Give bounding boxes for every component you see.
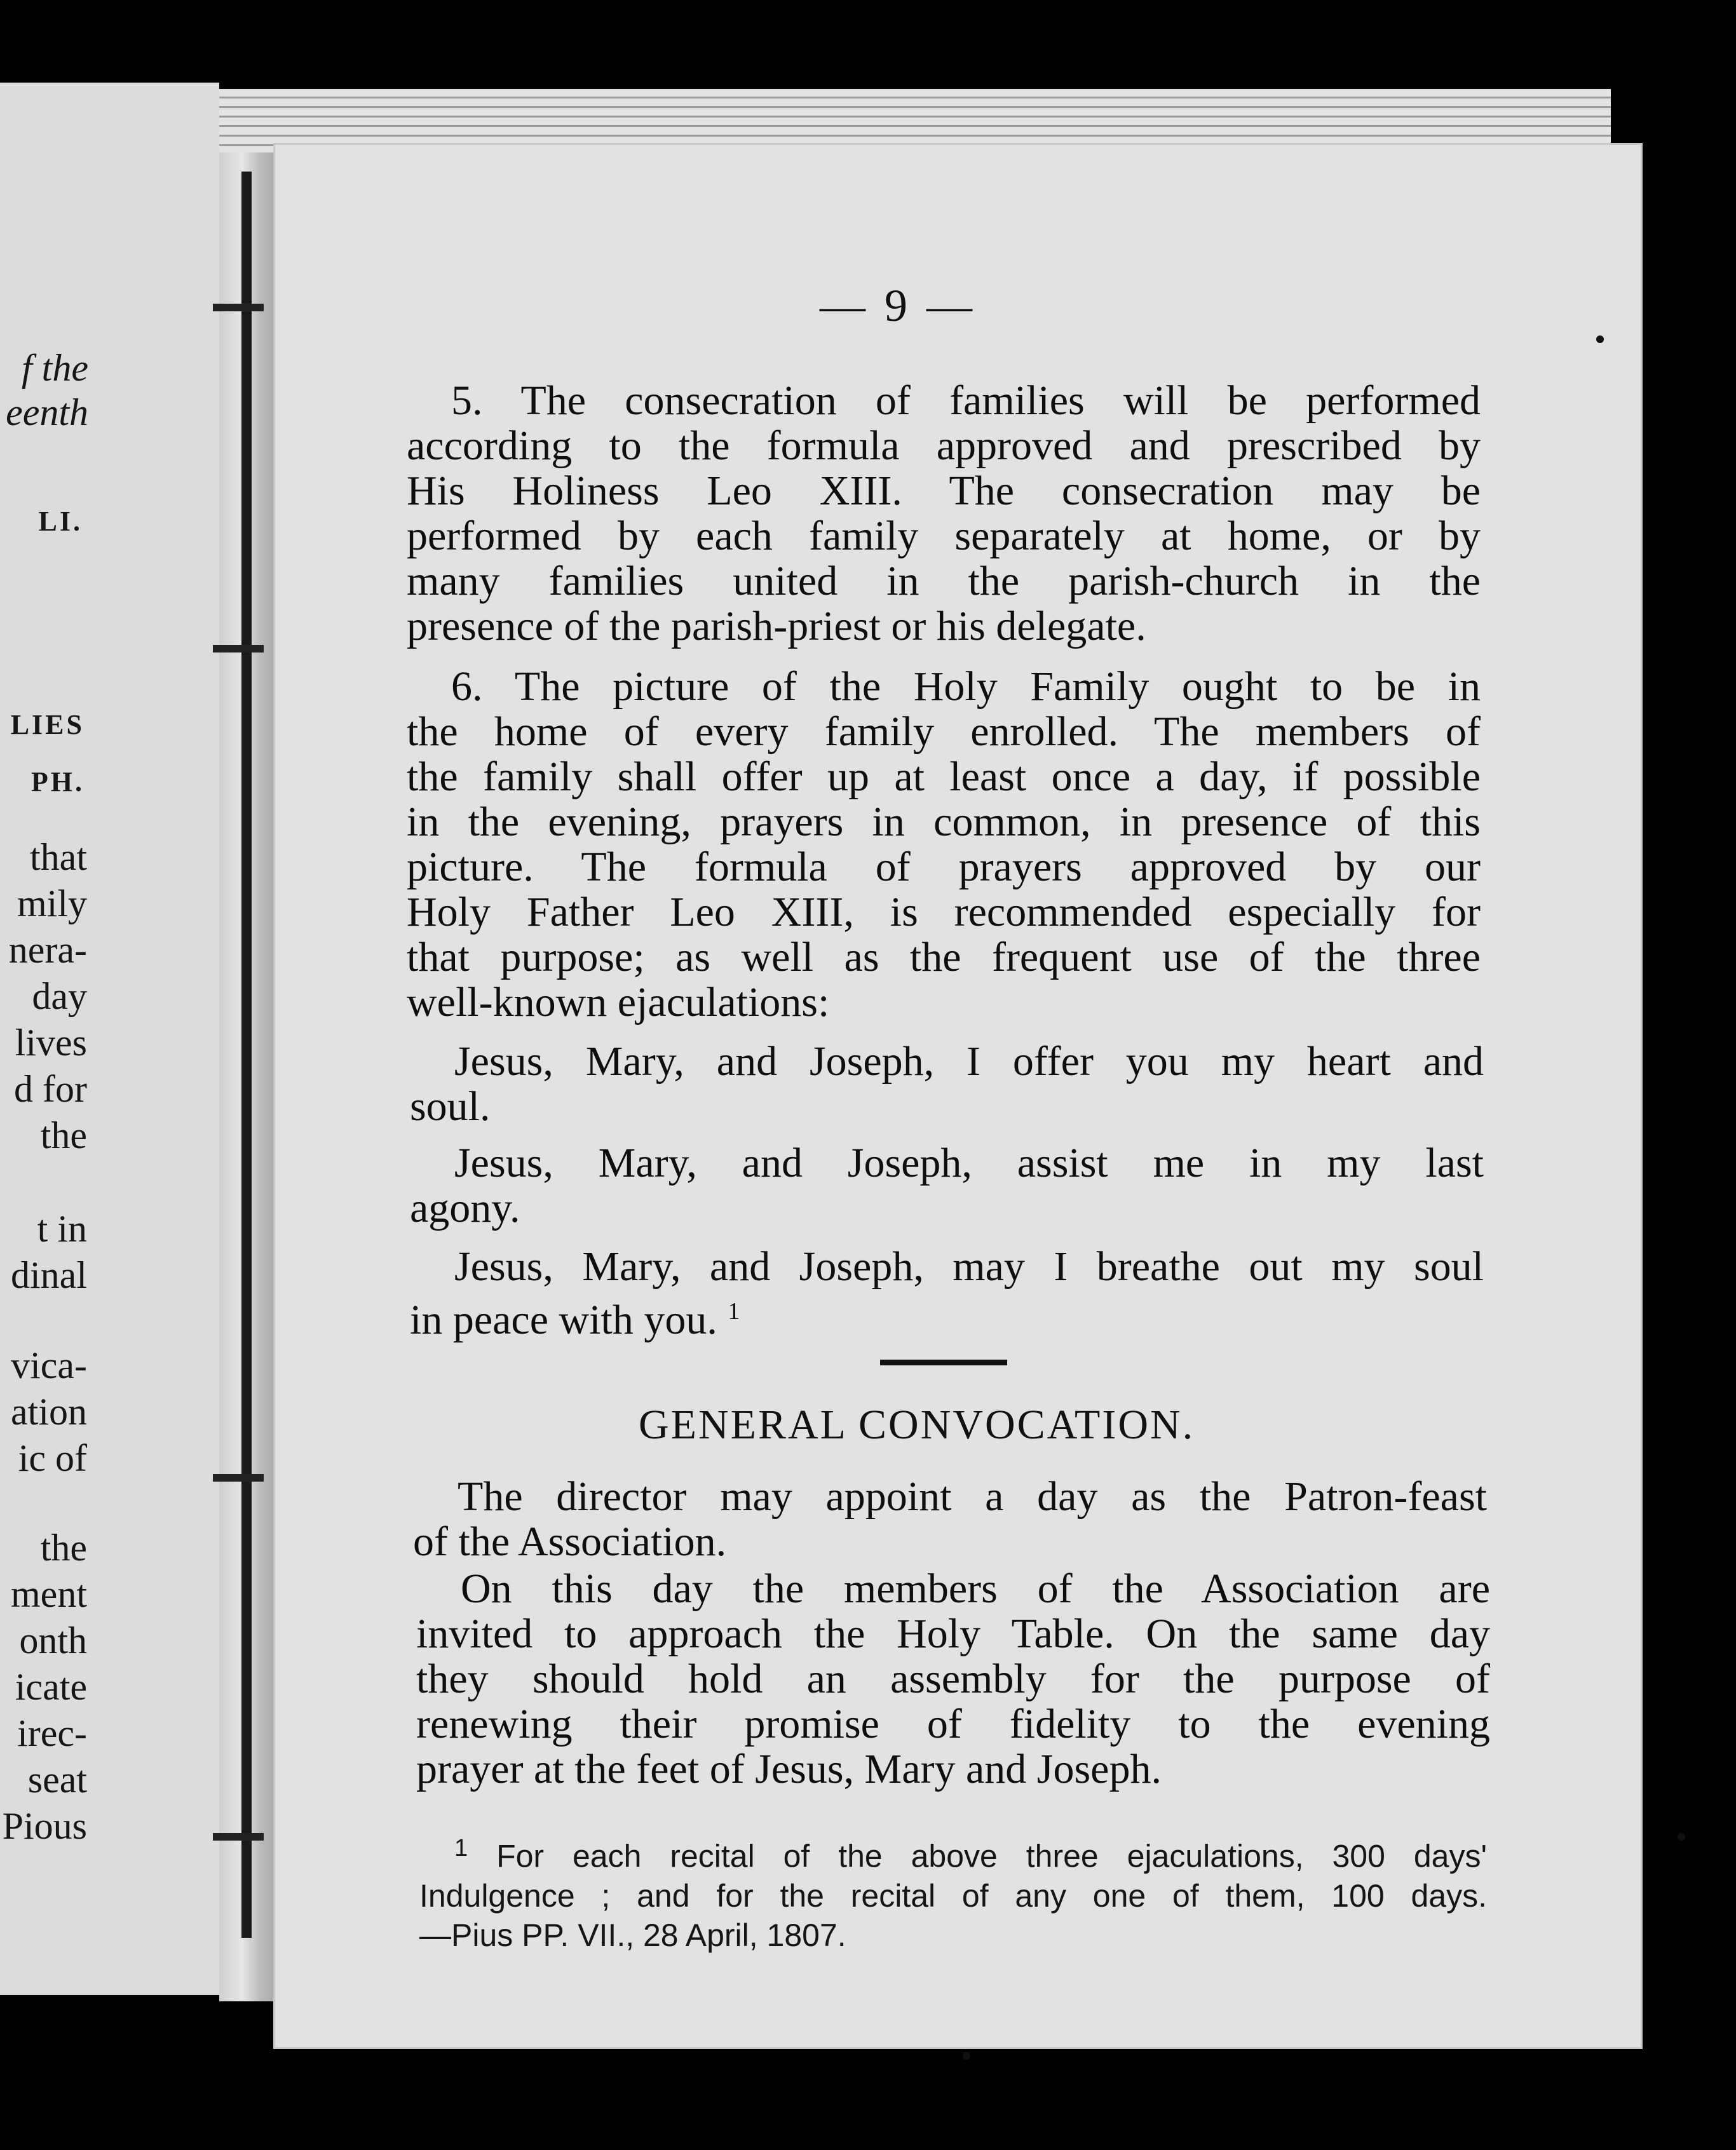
binding-staple [213,304,264,311]
footnote-line: Indulgence ; and for the recital of any one of them, 100 days. [419,1877,1487,1914]
left-page-fragment: ic of [18,1437,87,1479]
left-page-fragment: irec- [17,1712,87,1754]
text-line: picture. The formula of prayers approved by our [407,844,1481,890]
left-page-fragment: the [40,1527,87,1569]
print-speck [1678,1833,1685,1841]
text-line: Jesus, Mary, and Joseph, I offer you my heart and [454,1038,1484,1085]
left-page-fragment: lives [15,1022,87,1064]
text-line: well-known ejaculations: [407,979,830,1025]
print-speck [963,2052,970,2060]
left-page-fragment: dinal [11,1254,87,1296]
text-line: The director may appoint a day as the Patron-feast [458,1473,1487,1520]
binding-line [241,172,252,1938]
left-page-fragment: eenth [6,391,88,433]
footnote [419,1829,1487,1955]
left-page-fragment: onth [19,1619,87,1661]
print-speck [1596,335,1604,343]
ejaculation-1 [410,1039,1484,1129]
binding-staple [213,1833,264,1841]
text-line: presence of the parish-priest or his delegate. [407,603,1146,649]
left-facing-page [0,83,219,1995]
text-line: agony. [410,1185,520,1231]
text-line [410,1289,1484,1342]
convocation-paragraph-1 [413,1474,1487,1564]
text-line: invited to approach the Holy Table. On the same day [416,1611,1490,1657]
text-line: Holy Father Leo XIII, is recommended especially for [407,889,1481,935]
convocation-paragraph-2 [416,1566,1490,1792]
text-line: Jesus, Mary, and Joseph, may I breathe out my soul [454,1243,1484,1290]
footnote-line-content: For each recital of the above three ejaculations, 300 days' [496,1838,1487,1874]
text-line: the home of every family enrolled. The members of [407,708,1481,755]
text-line: performed by each family separately at home, or by [407,513,1481,559]
text-line: 6. The picture of the Holy Family ought to be in [451,663,1481,710]
text-line: His Holiness Leo XIII. The consecration may be [407,468,1481,514]
left-page-fragment: t in [37,1208,87,1250]
text-line: soul. [410,1083,491,1130]
footnote-line [419,1829,1487,1876]
text-line-content: in peace with you. [410,1297,717,1343]
left-page-fragment: icate [15,1666,87,1708]
text-line: prayer at the feet of Jesus, Mary and Joseph. [416,1746,1162,1792]
text-line: in the evening, prayers in common, in presence of this [407,799,1481,845]
left-page-fragment: seat [27,1759,87,1801]
text-line: renewing their promise of fidelity to the evening [416,1701,1490,1747]
text-line: they should hold an assembly for the purpose of [416,1656,1490,1702]
footnote-marker: 1 [454,1835,468,1862]
binding-staple [213,1474,264,1482]
ejaculation-2 [410,1140,1484,1231]
left-page-fragment: the [40,1114,87,1156]
paragraph-5 [407,378,1481,649]
left-page-fragment: mily [17,882,87,924]
paragraph-6 [407,664,1481,1025]
text-line: On this day the members of the Association are [461,1565,1490,1612]
text-line: many families united in the parish-church in the [407,558,1481,604]
left-page-fragment: that [30,836,87,878]
text-line: 5. The consecration of families will be performed [451,377,1481,424]
left-page-fragment: vica- [11,1344,87,1386]
ejaculation-3 [410,1244,1484,1342]
page-number: — 9 — [820,280,976,331]
left-page-fragment: f the [22,347,88,389]
left-page-fragment: day [32,975,87,1017]
left-page-fragment: ation [11,1391,87,1433]
section-separator [880,1360,1007,1365]
left-page-fragment: nera- [8,929,87,971]
left-page-fragment: PH. [31,766,85,797]
left-page-fragment: LIES [10,709,85,740]
text-line: that purpose; as well as the frequent use of the three [407,934,1481,980]
text-line: according to the formula approved and prescribed by [407,423,1481,469]
section-heading: GENERAL CONVOCATION. [639,1402,1195,1448]
footnote-marker: 1 [728,1298,740,1325]
left-page-fragment: d for [14,1068,87,1110]
footnote-line: —Pius PP. VII., 28 April, 1807. [419,1917,846,1953]
text-line: of the Association. [413,1518,727,1565]
left-page-fragment: LI. [38,506,83,537]
left-page-fragment: ment [11,1573,87,1615]
binding-staple [213,645,264,652]
left-page-fragment: Pious [2,1805,87,1847]
text-line: Jesus, Mary, and Joseph, assist me in my last [454,1140,1484,1186]
text-line: the family shall offer up at least once a day, if possible [407,754,1481,800]
